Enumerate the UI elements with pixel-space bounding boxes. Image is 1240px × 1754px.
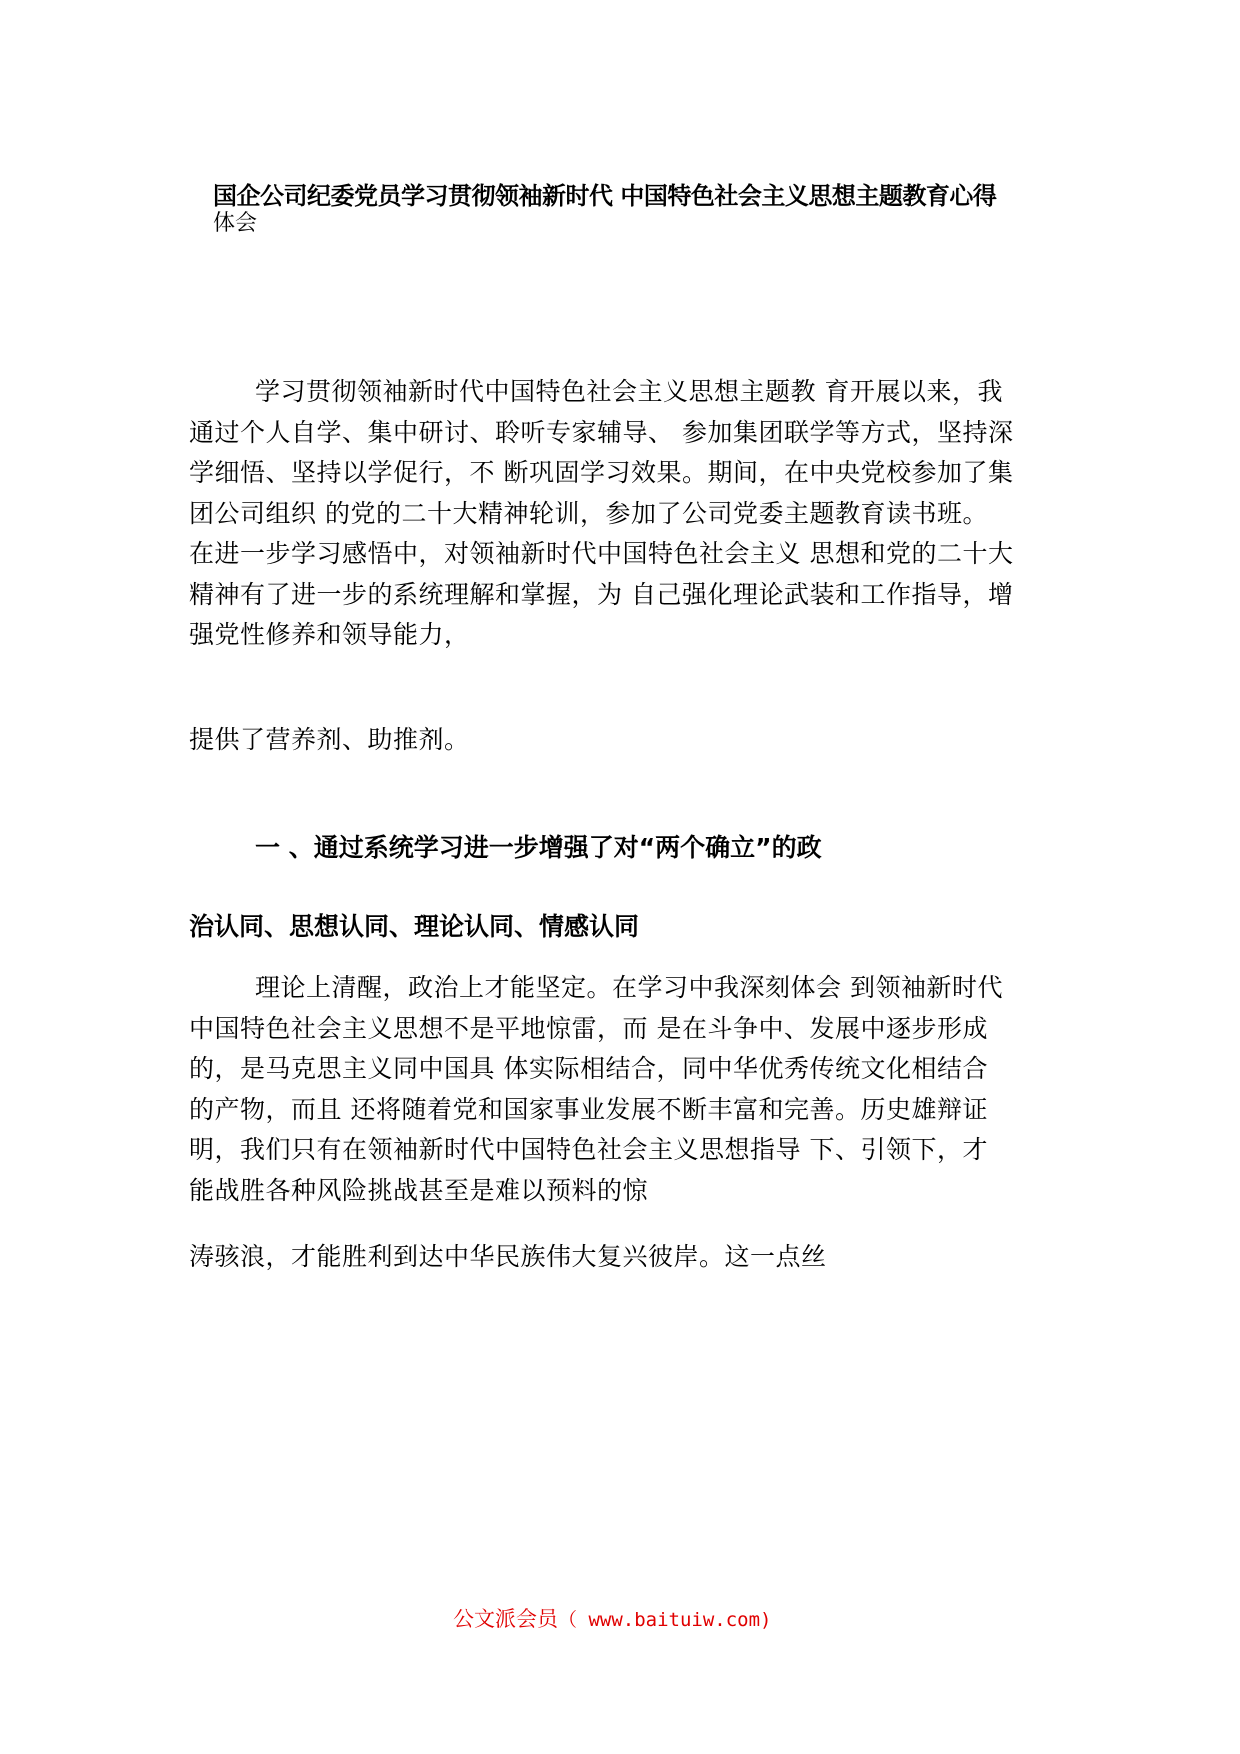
paragraph-line: 学习贯彻领袖新时代中国特色社会主义思想主题教 育开展以来，我 — [255, 377, 1003, 406]
footer-url: （ www.baituiw.com) — [558, 1609, 772, 1631]
section-paragraph — [189, 968, 1089, 1211]
paragraph-line: 精神有了进一步的系统理解和掌握，为 自己强化理论武装和工作指导，增 — [189, 579, 1014, 609]
footer-brand: 公文派会员 — [453, 1607, 558, 1631]
section-heading: 一 、通过系统学习进一步增强了对“两个确立”的政 — [255, 833, 822, 862]
intro-paragraph-tail: 提供了营养剂、助推剂。 — [189, 725, 470, 754]
paragraph-line: 的，是马克思主义同中国具 体实际相结合，同中华优秀传统文化相结合 — [189, 1054, 988, 1083]
paragraph-line: 明，我们只有在领袖新时代中国特色社会主义思想指导 下、引领下，才 — [189, 1135, 988, 1164]
paragraph-line: 的产物，而且 还将随着党和国家事业发展不断丰富和完善。历史雄辩证 — [189, 1094, 988, 1124]
paragraph-line: 强党性修养和领导能力， — [189, 620, 470, 649]
document-title: 国企公司纪委党员学习贯彻领袖新时代 中国特色社会主义思想主题教育心得 — [213, 182, 997, 210]
paragraph-line: 中国特色社会主义思想不是平地惊雷，而 是在斗争中、发展中逐步形成 — [189, 1013, 988, 1043]
paragraph-line: 理论上清醒，政治上才能坚定。在学习中我深刻体会 到领袖新时代 — [255, 973, 1003, 1002]
section-heading-continuation: 治认同、思想认同、理论认同、情感认同 — [189, 912, 640, 941]
paragraph-line: 学细悟、坚持以学促行，不 断巩固学习效果。期间，在中央党校参加了集 — [189, 458, 1014, 487]
footer-watermark — [453, 1603, 771, 1633]
paragraph-line: 团公司组织 的党的二十大精神轮训，参加了公司党委主题教育读书班。 — [189, 498, 988, 528]
paragraph-line: 能战胜各种风险挑战甚至是难以预料的惊 — [189, 1175, 649, 1205]
intro-paragraph — [189, 372, 1089, 656]
paragraph-line: 通过个人自学、集中研讨、聆听专家辅导、 参加集团联学等方式，坚持深 — [189, 417, 1014, 447]
paragraph-line: 在进一步学习感悟中，对领袖新时代中国特色社会主义 思想和党的二十大 — [189, 539, 1014, 568]
document-title-continuation: 体会 — [213, 211, 258, 236]
section-paragraph-tail: 涛骇浪，才能胜利到达中华民族伟大复兴彼岸。这一点丝 — [189, 1242, 827, 1271]
